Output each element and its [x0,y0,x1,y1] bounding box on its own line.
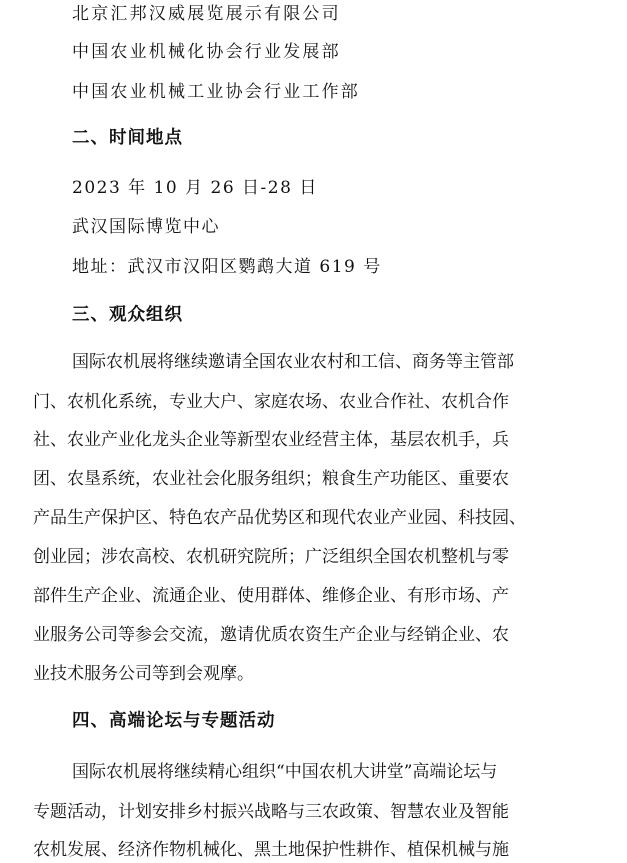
organizer-line: 北京汇邦汉威展览展示有限公司 [72,4,341,24]
organizer-line: 中国农业机械工业协会行业工作部 [72,82,360,102]
section-heading-time-location: 二、时间地点 [72,128,183,148]
paragraph-line: 团、农垦系统，农业社会化服务组织；粮食生产功能区、重要农 [33,469,509,489]
paragraph-line: 社、农业产业化龙头企业等新型农业经营主体，基层农机手，兵 [33,430,509,450]
event-date: 2023 年 10 月 26 日-28 日 [72,178,318,198]
paragraph-line: 业服务公司等参会交流，邀请优质农资生产企业与经销企业、农 [33,625,509,645]
paragraph-line: 国际农机展将继续邀请全国农业农村和工信、商务等主管部 [72,352,514,372]
event-address: 地址：武汉市汉阳区鹦鹉大道 619 号 [72,257,382,277]
paragraph-line: 国际农机展将继续精心组织“中国农机大讲堂”高端论坛与 [72,762,498,782]
section-heading-forum: 四、高端论坛与专题活动 [72,711,276,731]
section-heading-audience: 三、观众组织 [72,305,183,325]
paragraph-line: 创业园；涉农高校、农机研究院所；广泛组织全国农机整机与零 [33,547,509,567]
event-venue: 武汉国际博览中心 [72,217,220,237]
organizer-line: 中国农业机械化协会行业发展部 [72,42,341,62]
paragraph-line: 专题活动，计划安排乡村振兴战略与三农政策、智慧农业及智能 [33,802,509,822]
paragraph-line: 门、农机化系统，专业大户、家庭农场、农业合作社、农机合作 [33,392,509,412]
paragraph-line: 业技术服务公司等到会观摩。 [33,664,254,684]
paragraph-line: 农机发展、经济作物机械化、黑土地保护性耕作、植保机械与施 [33,840,509,860]
paragraph-line: 部件生产企业、流通企业、使用群体、维修企业、有形市场、产 [33,586,509,606]
paragraph-line: 产品生产保护区、特色农产品优势区和现代农业产业园、科技园、 [33,508,526,528]
